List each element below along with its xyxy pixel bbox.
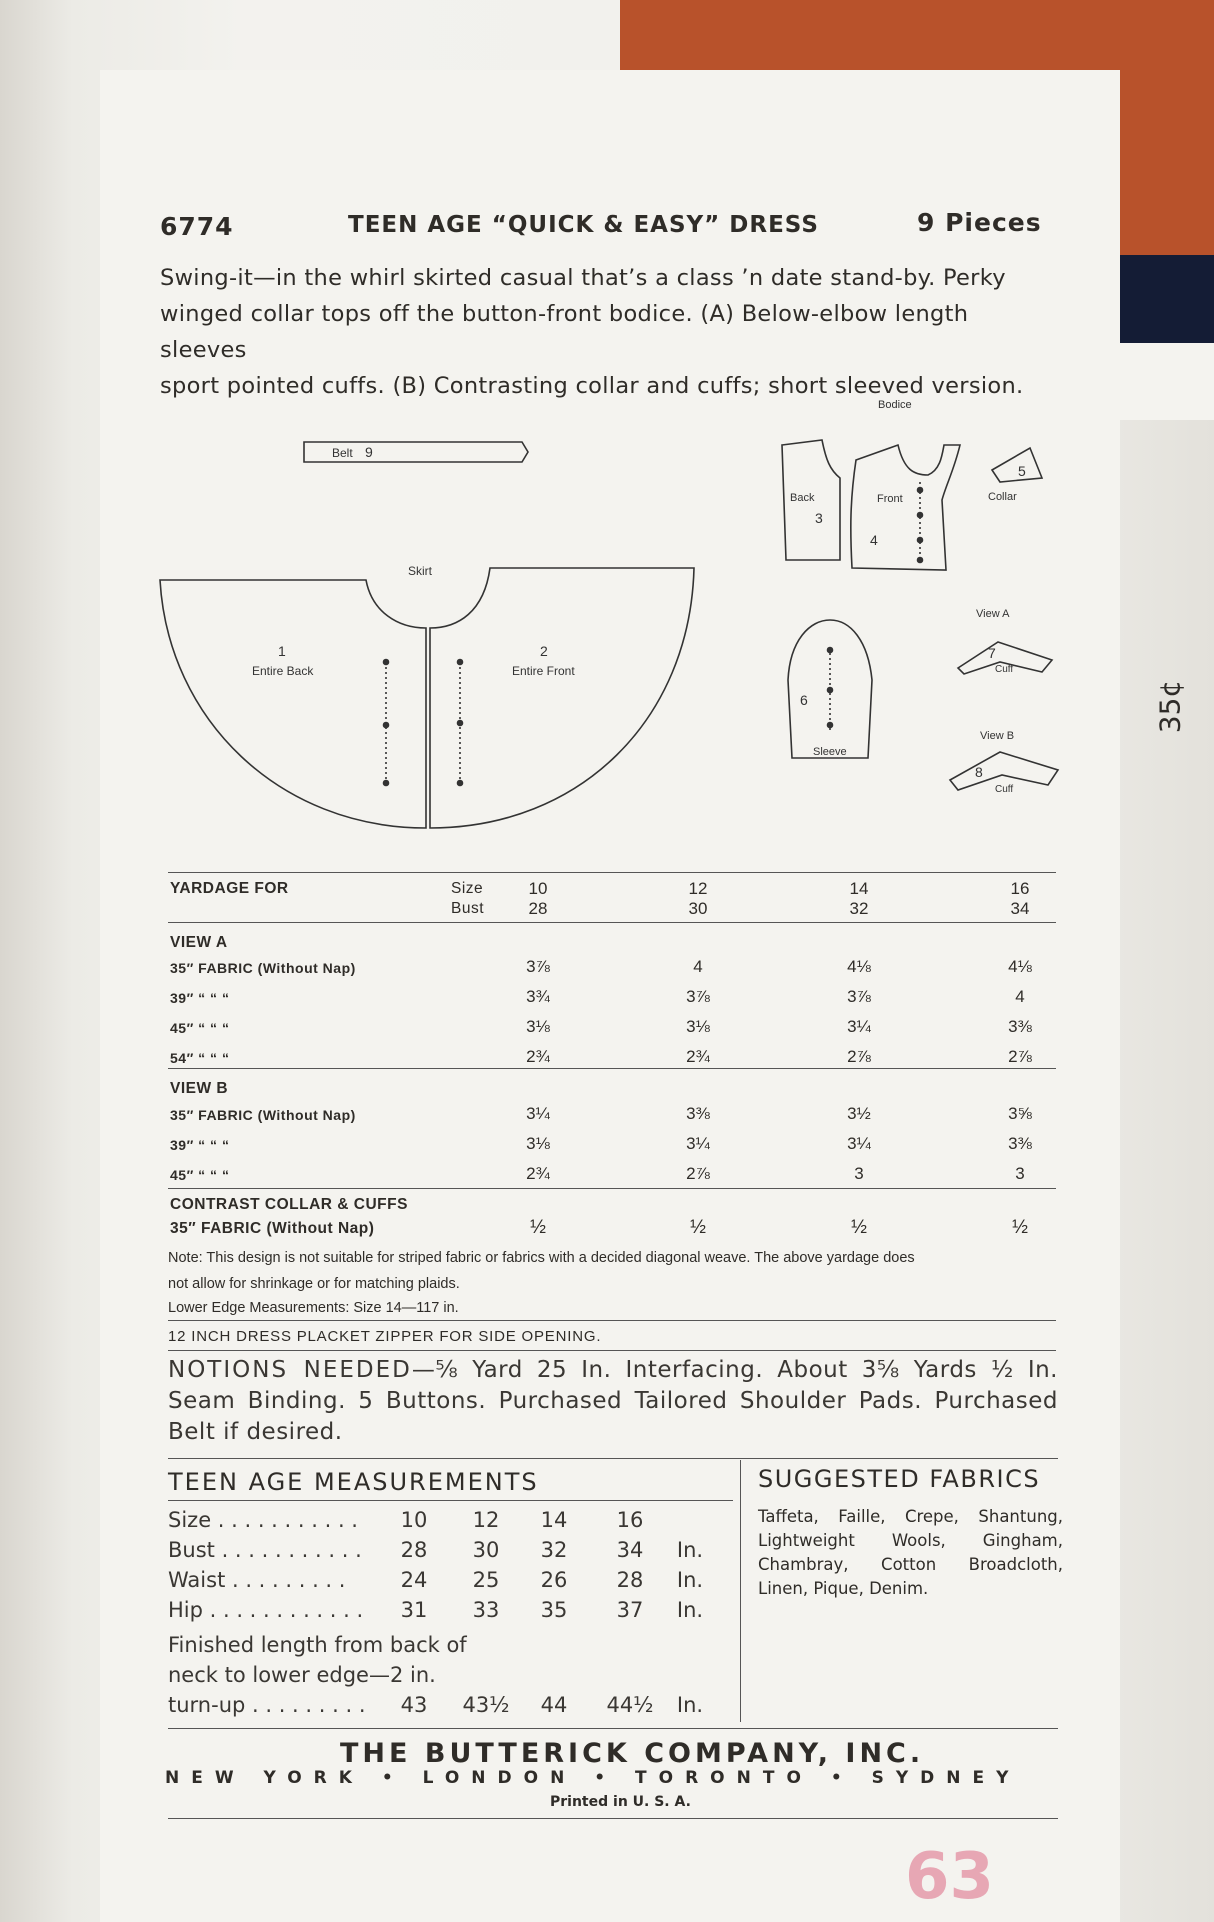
bodice-back-number: 3	[815, 510, 823, 526]
yardage-title: YARDAGE FOR	[170, 880, 289, 897]
yardage-value: 3	[854, 1164, 864, 1183]
notions-heading: NOTIONS NEEDED	[168, 1357, 412, 1383]
size-header: 16	[1010, 879, 1030, 898]
measurement-unit: In.	[676, 1538, 704, 1562]
fabrics-text: Taffeta, Faille, Crepe, Shantung, Lightweight Wools, Gingham, Chambray, Cotton Broadcloth, Linen, Pique, Denim.	[758, 1507, 1063, 1598]
bust-header: 30	[688, 899, 708, 918]
cuff-a-piece	[958, 642, 1052, 675]
skirt-front-piece	[430, 568, 694, 828]
contrast-value: ½	[851, 1217, 867, 1238]
measurement-value: 34	[616, 1538, 644, 1562]
divider	[168, 1818, 1058, 1819]
yardage-row-label: 45″ “ “ “	[170, 1020, 230, 1036]
cuff-b-piece	[950, 752, 1058, 795]
cuff-b-number: 8	[975, 764, 983, 780]
measurement-row-label: Waist . . . . . . . . .	[168, 1568, 346, 1592]
yardage-value: 3¼	[847, 1017, 871, 1036]
bust-label: Bust	[451, 900, 485, 917]
view-a-label: View A	[976, 608, 1010, 620]
yardage-value: 3⅜	[686, 1104, 710, 1123]
divider	[168, 922, 1056, 923]
yardage-value: 2¾	[526, 1164, 550, 1183]
measurement-row-label: Bust . . . . . . . . . . .	[168, 1538, 362, 1562]
note-line: Note: This design is not suitable for striped fabric or fabrics with a decided diagonal weave. The above yardage does	[168, 1250, 915, 1266]
turnup-label: turn-up . . . . . . . . .	[168, 1693, 366, 1717]
measurement-value: 25	[472, 1568, 500, 1592]
yardage-value: 3	[1015, 1164, 1025, 1183]
cuff-b-label: Cuff	[995, 784, 1014, 795]
yardage-value: 3½	[847, 1104, 871, 1123]
sleeve-piece	[788, 620, 872, 758]
size-label: Size	[451, 880, 484, 897]
view-b-label: View B	[980, 730, 1015, 742]
yardage-value: 2⅞	[847, 1047, 871, 1066]
yardage-value: 3⅜	[1008, 1017, 1032, 1036]
sleeve-label: Sleeve	[813, 746, 847, 758]
view-b-heading: VIEW B	[170, 1080, 229, 1097]
collar-number: 5	[1018, 463, 1026, 479]
yardage-value: 3¾	[526, 987, 550, 1006]
divider	[168, 1320, 1056, 1321]
bust-header: 28	[528, 899, 548, 918]
sleeve-number: 6	[800, 692, 808, 708]
yardage-value: 3¼	[526, 1104, 550, 1123]
pattern-title: TEEN AGE “QUICK & EASY” DRESS	[348, 212, 819, 238]
measurement-value: 14	[540, 1508, 568, 1532]
pattern-number: 6774	[160, 212, 234, 241]
yardage-value: 2¾	[526, 1047, 550, 1066]
company-name: THE BUTTERICK COMPANY, INC.	[340, 1738, 925, 1769]
measurement-unit: In.	[676, 1568, 704, 1592]
measurement-value: 31	[400, 1598, 428, 1622]
turnup-value: 44½	[606, 1693, 654, 1717]
yardage-row-label: 35″ FABRIC (Without Nap)	[170, 960, 356, 976]
measurement-value: 33	[472, 1598, 500, 1622]
turnup-value: 43	[400, 1693, 428, 1717]
yardage-value: 3⅞	[847, 987, 871, 1006]
skirt-front-label: Entire Front	[512, 664, 575, 678]
notions-needed	[168, 1355, 1058, 1448]
contrast-value: ½	[1012, 1217, 1028, 1238]
divider	[740, 1460, 741, 1722]
measurements-title: TEEN AGE MEASUREMENTS	[168, 1468, 539, 1496]
yardage-value: 3⅜	[1008, 1134, 1032, 1153]
finished-length-text: Finished length from back of	[168, 1633, 467, 1657]
contrast-heading: CONTRAST COLLAR & CUFFS	[170, 1196, 408, 1213]
pieces-count: 9 Pieces	[917, 208, 1042, 237]
yardage-value: 2¾	[686, 1047, 710, 1066]
measurement-value: 28	[400, 1538, 428, 1562]
divider	[168, 1500, 733, 1501]
description-line: winged collar tops off the button-front bodice. (A) Below-elbow length sleeves	[160, 301, 969, 363]
pattern-pieces-diagram	[150, 390, 1070, 830]
cuff-a-number: 7	[988, 645, 996, 661]
yardage-row-label: 35″ FABRIC (Without Nap)	[170, 1107, 356, 1123]
bodice-front-piece	[851, 445, 960, 570]
divider	[168, 1728, 1058, 1729]
printed-in-usa: Printed in U. S. A.	[550, 1794, 691, 1810]
company-cities: NEW YORK • LONDON • TORONTO • SYDNEY	[165, 1768, 1021, 1788]
belt-label: Belt	[332, 446, 353, 460]
cuff-a-label: Cuff	[995, 664, 1014, 675]
measurement-value: 32	[540, 1538, 568, 1562]
measurement-row-label: Hip . . . . . . . . . . . .	[168, 1598, 364, 1622]
bust-header: 34	[1010, 899, 1030, 918]
skirt-back-label: Entire Back	[252, 664, 314, 678]
measurement-value: 16	[616, 1508, 644, 1532]
note-line: not allow for shrinkage or for matching plaids.	[168, 1276, 460, 1292]
description-line: Swing-it—in the whirl skirted casual that’s a class ’n date stand-by. Perky	[160, 265, 1006, 291]
measurement-value: 35	[540, 1598, 568, 1622]
pattern-description	[160, 260, 1060, 404]
navy-color-block	[1120, 255, 1214, 343]
yardage-value: 3⅝	[1008, 1104, 1032, 1123]
contrast-value: ½	[690, 1217, 706, 1238]
bodice-back-piece	[782, 440, 840, 560]
yardage-value: 4⅛	[847, 957, 871, 976]
divider	[168, 1068, 1056, 1069]
size-header: 10	[528, 879, 548, 898]
collar-piece	[988, 448, 1042, 503]
skirt-front-number: 2	[540, 643, 548, 659]
belt-piece	[304, 442, 528, 462]
yardage-row-label: 45″ “ “ “	[170, 1167, 230, 1183]
finished-length-text: neck to lower edge—2 in.	[168, 1663, 436, 1687]
divider	[168, 1350, 1056, 1351]
skirt-label: Skirt	[408, 564, 432, 578]
measurement-value: 12	[472, 1508, 500, 1532]
contrast-value: ½	[530, 1217, 546, 1238]
measurement-value: 10	[400, 1508, 428, 1532]
measurement-row-label: Size . . . . . . . . . . .	[168, 1508, 358, 1532]
yardage-value: 3⅛	[686, 1017, 710, 1036]
measurement-value: 37	[616, 1598, 644, 1622]
measurement-value: 26	[540, 1568, 568, 1592]
measurement-value: 30	[472, 1538, 500, 1562]
yardage-value: 2⅞	[686, 1164, 710, 1183]
size-header: 12	[688, 879, 708, 898]
notions-text: —⅝ Yard 25 In. Interfacing. About 3⅝ Yards ½ In. Seam Binding. 5 Buttons. Purchased Tailored Shoulder Pads. Purchased Belt if desired.	[168, 1357, 1058, 1445]
orange-color-block	[1120, 0, 1214, 255]
yardage-row-label: 54″ “ “ “	[170, 1050, 230, 1066]
bust-header: 32	[849, 899, 869, 918]
bodice-front-label: Front	[877, 493, 903, 505]
yardage-row-label: 39″ “ “ “	[170, 990, 230, 1006]
bodice-label: Bodice	[878, 399, 912, 411]
zipper-note: 12 INCH DRESS PLACKET ZIPPER FOR SIDE OPENING.	[168, 1328, 602, 1345]
fabrics-title: SUGGESTED FABRICS	[758, 1465, 1041, 1493]
measurement-value: 28	[616, 1568, 644, 1592]
yardage-row-label: 39″ “ “ “	[170, 1137, 230, 1153]
view-a-heading: VIEW A	[170, 934, 228, 951]
measurement-value: 24	[400, 1568, 428, 1592]
yardage-value: 2⅞	[1008, 1047, 1032, 1066]
collar-label: Collar	[988, 491, 1017, 503]
yardage-value: 3¼	[847, 1134, 871, 1153]
yardage-value: 3⅛	[526, 1134, 550, 1153]
measurement-unit: In.	[676, 1598, 704, 1622]
yardage-value: 4	[1015, 987, 1025, 1006]
yardage-value: 3¼	[686, 1134, 710, 1153]
turnup-unit: In.	[676, 1693, 704, 1717]
bodice-back-label: Back	[790, 492, 815, 504]
bodice-front-number: 4	[870, 532, 878, 548]
skirt-back-number: 1	[278, 643, 286, 659]
divider	[168, 1188, 1056, 1189]
divider	[168, 872, 1056, 873]
yardage-value: 3⅞	[686, 987, 710, 1006]
price-label: 35¢	[1153, 679, 1187, 734]
belt-number: 9	[365, 444, 373, 460]
stamped-number: 63	[905, 1840, 995, 1914]
yardage-value: 4⅛	[1008, 957, 1032, 976]
size-header: 14	[849, 879, 869, 898]
turnup-value: 43½	[462, 1693, 510, 1717]
yardage-value: 3⅞	[526, 957, 550, 976]
contrast-row-label: 35″ FABRIC (Without Nap)	[170, 1220, 375, 1237]
skirt-back-piece	[160, 580, 426, 828]
note-line: Lower Edge Measurements: Size 14—117 in.	[168, 1300, 459, 1316]
divider	[168, 1458, 1058, 1459]
yardage-value: 4	[693, 957, 703, 976]
yardage-value: 3⅛	[526, 1017, 550, 1036]
description-line: sport pointed cuffs. (B) Contrasting collar and cuffs; short sleeved version.	[160, 373, 1024, 399]
turnup-value: 44	[540, 1693, 568, 1717]
